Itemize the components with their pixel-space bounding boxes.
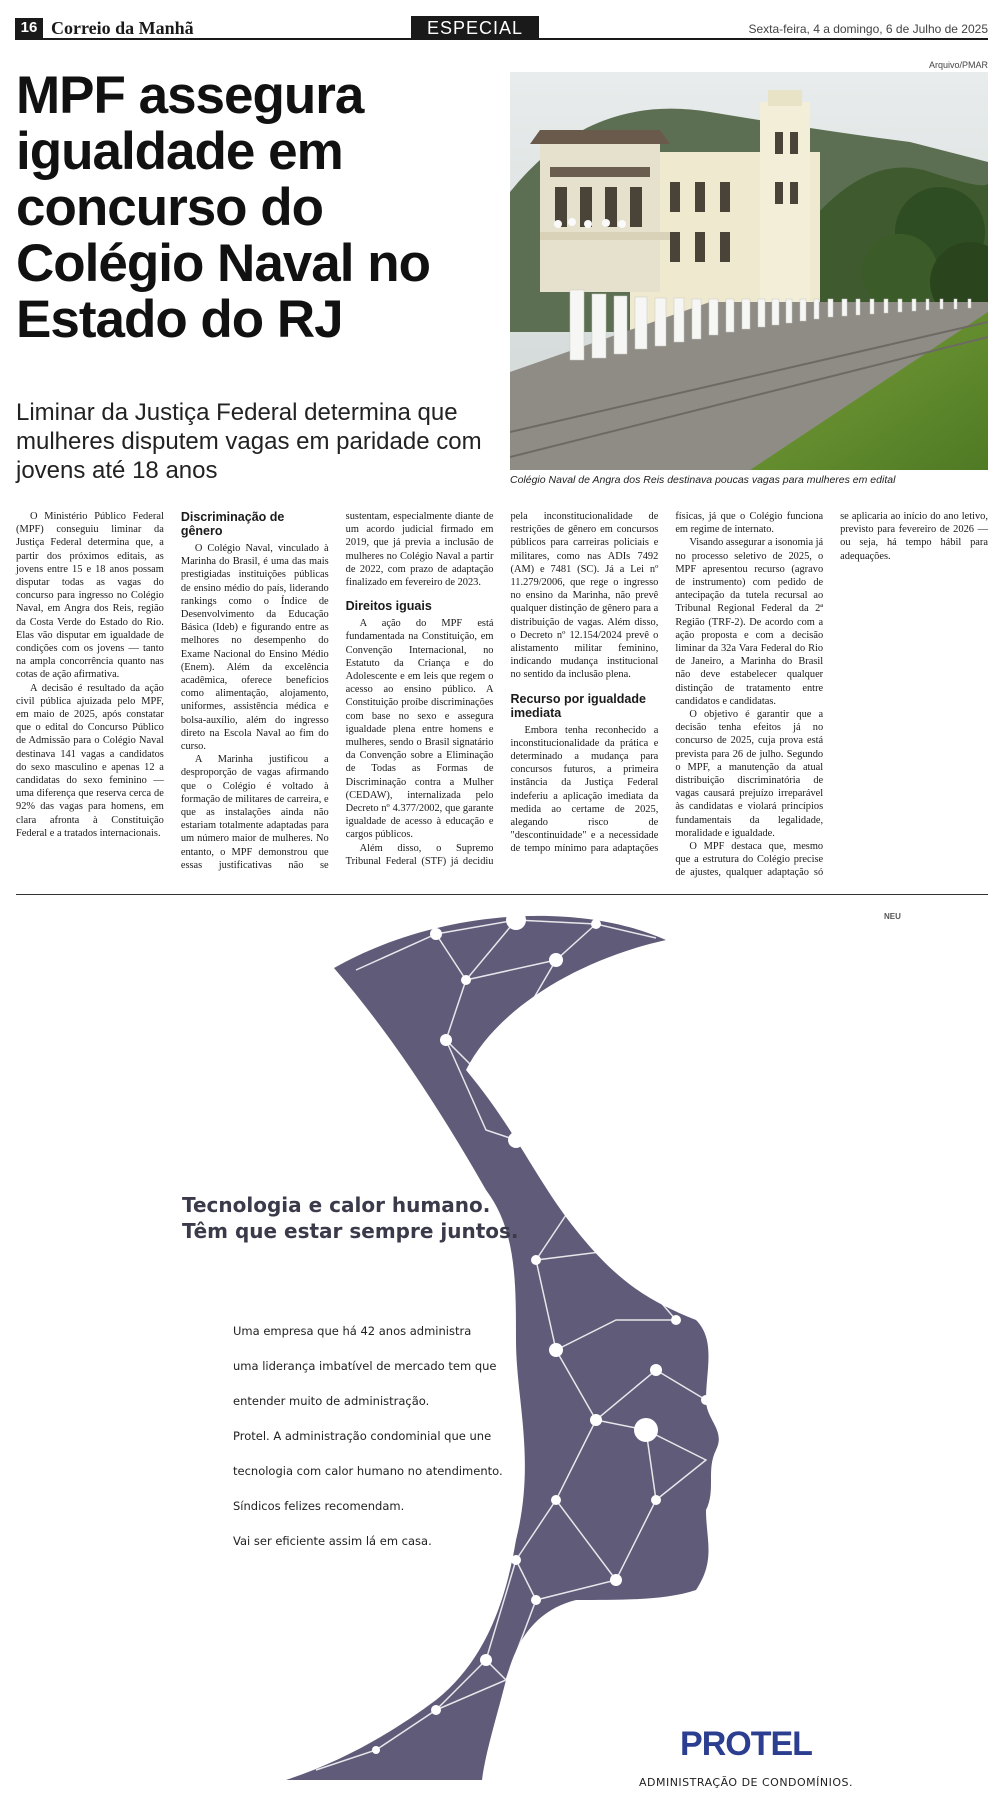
page-number: 16 xyxy=(15,18,43,38)
article-subhead: Liminar da Justiça Federal determina que mulheres disputem vagas em paridade com jovens até 18 anos xyxy=(16,399,482,484)
protel-logo-subtitle: ADMINISTRAÇÃO DE CONDOMÍNIOS. xyxy=(638,1776,854,1789)
article-paragraph: Embora tenha reconhecido a inconstitucionalidade da prática e determinado a mudança para concursos futuros, a primeira instância da Justiça Federal indeferiu a aplicação imediata da medida ao certame de 2025, alegando risco de "descontinuidade" e a necessidade de tempo mínimo para adaptações físicas, já que o Colégio funciona em regime de internato. xyxy=(510,511,824,855)
section-label: ESPECIAL xyxy=(411,16,539,40)
page-header xyxy=(15,16,988,40)
section-heading: Direitos iguais xyxy=(345,599,432,614)
ad-body-line: entender muito de administração. xyxy=(233,1394,430,1408)
photo-credit: Arquivo/PMAR xyxy=(928,60,988,70)
ad-body-line: Protel. A administração condominial que une xyxy=(233,1429,492,1443)
article-paragraph: O MPF destaca que, mesmo que a estrutura do Colégio precise de ajustes, qualquer adaptação só se aplicaria ao início do ano letivo, previsto para fevereiro de 2026 — ou seja, há tempo hábil para adequações. xyxy=(675,511,988,879)
ad-tagline xyxy=(182,1192,542,1244)
ad-body-copy xyxy=(233,1314,533,1559)
article-paragraph: Além disso, o Supremo Tribunal Federal (STF) já decidiu pela inconstitucionalidade de restrições de gênero em concursos públicos para carreiras policiais e militares, como nas ADIs 7492 (AM) e 7481 (SC). Já a Lei nº 11.279/2006, que rege o ingresso no ensino da Marinha, não prevê qualquer distinção de gênero para a distribuição de vagas. Além disso, o Decreto nº 12.154/2024 prevê o alistamento militar feminino, indicando mudança institucional no sentido da inclusão plena. xyxy=(345,511,659,867)
section-heading: Discriminação de gênero xyxy=(180,510,285,538)
protel-logo: PROTEL xyxy=(680,1725,812,1763)
ad-tagline-line: Tecnologia e calor humano. xyxy=(182,1193,491,1217)
article-headline: MPF assegura igualdade em concurso do Colégio Naval no Estado do RJ xyxy=(16,66,430,349)
article-paragraph: A decisão é resultado da ação civil pública ajuizada pelo MPF, em maio de 2025, após constatar que o edital do Concurso Público de Admissão para o Colégio Naval destinava 141 vagas a candidatos do sexo masculino e apenas 12 a candidatas do sexo feminino — uma diferença que reserva cerca de 92% das vagas para homens, em clara afronta à Constituição Federal e a tratados internacionais. xyxy=(16,682,164,839)
article-paragraph: O Ministério Público Federal (MPF) conseguiu liminar da Justiça Federal determina que, a partir dos próximos editais, as jovens entre 15 e 18 anos possam disputar todas as vagas do concurso para ingresso no Colégio Naval, em Angra dos Reis, região da Costa Verde do Estado do Rio. Elas vão disputar em igualdade de condições com os jovens — tanto na ampla concorrência quanto nas cotas de ação afirmativa. xyxy=(16,511,164,681)
section-divider xyxy=(16,894,988,895)
naval-college-photo-illustration xyxy=(510,72,988,470)
protel-advertisement xyxy=(16,900,988,1790)
article-paragraph: O Colégio Naval, vinculado à Marinha do Brasil, é uma das mais prestigiadas instituições públicas de ensino médio do país, liderando rankings como o Índice de Desenvolvimento da Educação Básica (Ideb) e figurando entre as melhores no desempenho do Exame Nacional do Ensino Médio (Enem). Além da excelência acadêmica, oferece benefícios como alimentação, alojamento, uniformes, assistência médica e bolsa-auxílio, além do ingresso direto na Escola Naval ao fim do curso. xyxy=(180,543,329,753)
section-heading: Recurso por igualdade imediata xyxy=(510,691,646,720)
ad-tagline-line: Têm que estar sempre juntos. xyxy=(182,1219,519,1243)
article-paragraph: O objetivo é garantir que a decisão tenha efeitos já no concurso de 2025, cuja prova está prevista para 26 de julho. Segundo o MPF, a manutenção da atual distribuição discriminatória de vagas causará prejuízo irreparável às candidatas e violará princípios fundamentais da legalidade, moralidade e igualdade. xyxy=(675,709,824,839)
ad-body-line: tecnologia com calor humano no atendimento. xyxy=(233,1464,503,1478)
photo-caption: Colégio Naval de Angra dos Reis destinava poucas vagas para mulheres em edital xyxy=(510,474,896,486)
ad-body-line: Vai ser eficiente assim lá em casa. xyxy=(233,1534,432,1548)
edition-date: Sexta-feira, 4 a domingo, 6 de Julho de 2025 xyxy=(748,22,988,36)
article-photo xyxy=(510,72,988,470)
ad-body-line: Síndicos felizes recomendam. xyxy=(233,1499,405,1513)
newspaper-name: Correio da Manhã xyxy=(51,18,194,38)
article-paragraph: A ação do MPF está fundamentada na Constituição, em Convenção Internacional, no Estatuto da Criança e do Adolescente e em leis que regem o acesso ao ensino público. A Constituição proíbe discriminações com base no sexo e assegura igualdade plena entre homens e mulheres, sendo o Brasil signatário da Convenção sobre a Eliminação de Todas as Formas de Discriminação contra a Mulher (CEDAW), internalizada pelo Decreto nº 4.377/2002, que garante igualdade de acesso à educação e cargos públicos. xyxy=(345,618,494,841)
article-body xyxy=(16,510,988,880)
agency-mark: NEU xyxy=(884,912,901,921)
article-paragraph: Visando assegurar a isonomia já no processo seletivo de 2025, o MPF apresentou recurso (agravo de instrumento) com pedido de antecipação da tutela recursal ao Tribunal Regional Federal da 2ª Região (TRF-2). De acordo com a ação proposta e com a decisão liminar da 32a Vara Federal do Rio de Janeiro, a Marinha do Brasil não deve estabelecer qualquer distinção de tratamento entre candidatos e candidatas. xyxy=(675,537,824,707)
article-paragraph: A Marinha justificou a desproporção de vagas afirmando que o Colégio é voltado à formação de militares de carreira, e que as instalações ainda não estariam totalmente adaptadas para um número maior de mulheres. No entanto, o MPF demonstrou que essas justificativas não se sustentam, especialmente diante de um acordo judicial firmado em 2019, que já previa a inclusão de mulheres no Colégio Naval a partir de 2022, com prazo de adaptação finalizado em fevereiro de 2023. xyxy=(180,511,494,871)
ad-body-line: uma liderança imbatível de mercado tem que xyxy=(233,1359,497,1373)
ad-body-line: Uma empresa que há 42 anos administra xyxy=(233,1324,472,1338)
